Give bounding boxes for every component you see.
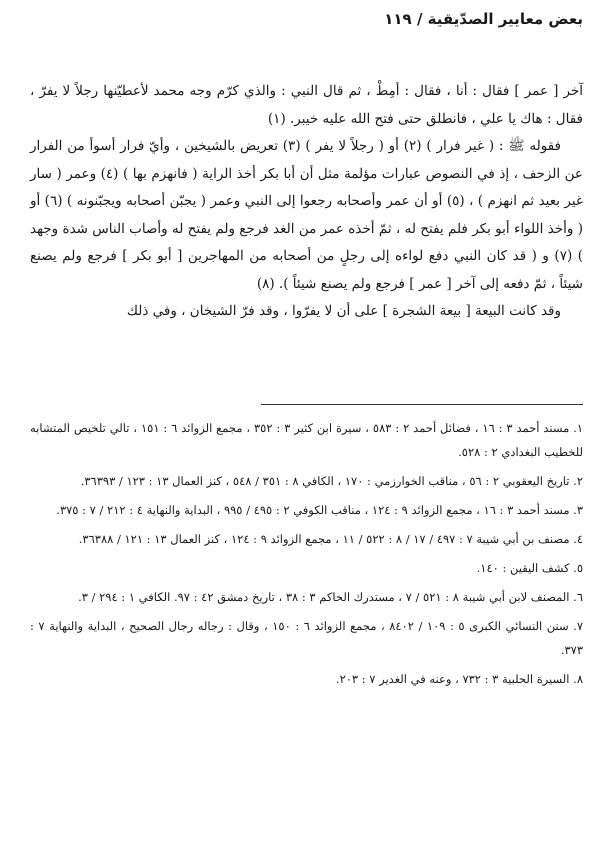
footnotes <box>30 416 583 696</box>
paragraph: وقد كانت البيعة [ بيعة الشجرة ] على أن لا يفرّوا ، وقد فرّ الشيخان ، وفي ذلك <box>126 303 561 319</box>
footnote: ١. مسند أحمد ٣ : ١٦ ، فضائل أحمد ٢ : ٥٨٣ ، سيرة ابن كثير ٣ : ٣٥٢ ، مجمع الزوائد ٦ : ١٥١ ، تالي تلخيص المتشابه للخطيب البغدادي ٢ : ٥٢٨. <box>30 421 584 459</box>
main-text <box>30 78 583 326</box>
footnote: ٧. سنن النسائي الكبرى ٥ : ١٠٩ / ٨٤٠٢ ، مجمع الزوائد ٦ : ١٥٠ ، وقال : رجاله رجال الصحيح ، البداية والنهاية ٧ : ٣٧٣. <box>30 619 584 657</box>
paragraph: آخر [ عمر ] فقال : أنا ، فقال : أمِطْ ، ثم قال النبي : والذي كرّم وجه محمد لأعطيّنها رجلاً لا يفرّ ، فقال : هاك يا علي ، فانطلق حتى فتح الله عليه خيبر. (١) <box>30 83 583 127</box>
footnote: ٨. السيرة الحلبية ٣ : ٧٣٢ ، وعنه في الغدير ٧ : ٢٠٣. <box>335 672 583 686</box>
footnote: ٥. كشف اليقين : ١٤٠. <box>476 561 583 575</box>
footnote-divider <box>261 404 583 405</box>
footnote: ٦. المصنف لابن أبي شيبة ٨ : ٥٢١ / ٧ ، مستدرك الحاكم ٣ : ٣٨ ، تاريخ دمشق ٤٢ : ٩٧. الكافي ١ : ٢٩٤ / ٣. <box>78 590 583 604</box>
running-header: بعض معايير الصدّيقية / ١١٩ <box>384 10 583 28</box>
paragraph: فقوله ﷺ : ( غير فرار ) (٢) أو ( رجلاً لا يفر ) (٣) تعريض بالشيخين ، وأيّ فرار أسوأ من الفرار عن الزحف ، إذ في النصوص عبارات مؤلمة مثل أن أبا بكر أخذ الراية ( فانهزم بها ) (٤) وعمر ( سار غير بعيد ثم انهزم ) ، (٥) أو أن عمر وأصحابه رجعوا إلى النبي وعمر ( يجبّن أصحابه ويجبّنونه ) (٦) أو ( وأخذ اللواء أبو بكر فلم يفتح له ، ثمّ أخذه عمر من الغد فرجع ولم يفتح له وأصاب الناس شدة وجهد ) (٧) و ( قد كان النبي دفع لواءه إلى رجلٍ من أصحابه من المهاجرين [ أبو بكر ] فرجع ولم يصنع شيئاً ، ثمّ دفعه إلى آخر [ عمر ] فرجع ولم يصنع شيئاً ). (٨) <box>30 138 583 292</box>
footnote: ٢. تاريخ اليعقوبي ٢ : ٥٦ ، مناقب الخوارزمي : ١٧٠ ، الكافي ٨ : ٣٥١ / ٥٤٨ ، كنز العمال ١٣ : ١٢٣ / ٣٦٣٩٣. <box>80 474 583 488</box>
footnote: ٤. مصنف بن أبي شيبة ٧ : ٤٩٧ / ١٧ / ٨ : ٥٢٢ / ١١ ، مجمع الزوائد ٩ : ١٢٤ ، كنز العمال ١٣ : ١٢١ / ٣٦٣٨٨. <box>78 532 583 546</box>
footnote: ٣. مسند أحمد ٣ : ١٦ ، مجمع الزوائد ٩ : ١٢٤ ، مناقب الكوفي ٢ : ٤٩٥ / ٩٩٥ ، البداية والنهاية ٤ : ٢١٢ / ٧ : ٣٧٥. <box>56 503 583 517</box>
